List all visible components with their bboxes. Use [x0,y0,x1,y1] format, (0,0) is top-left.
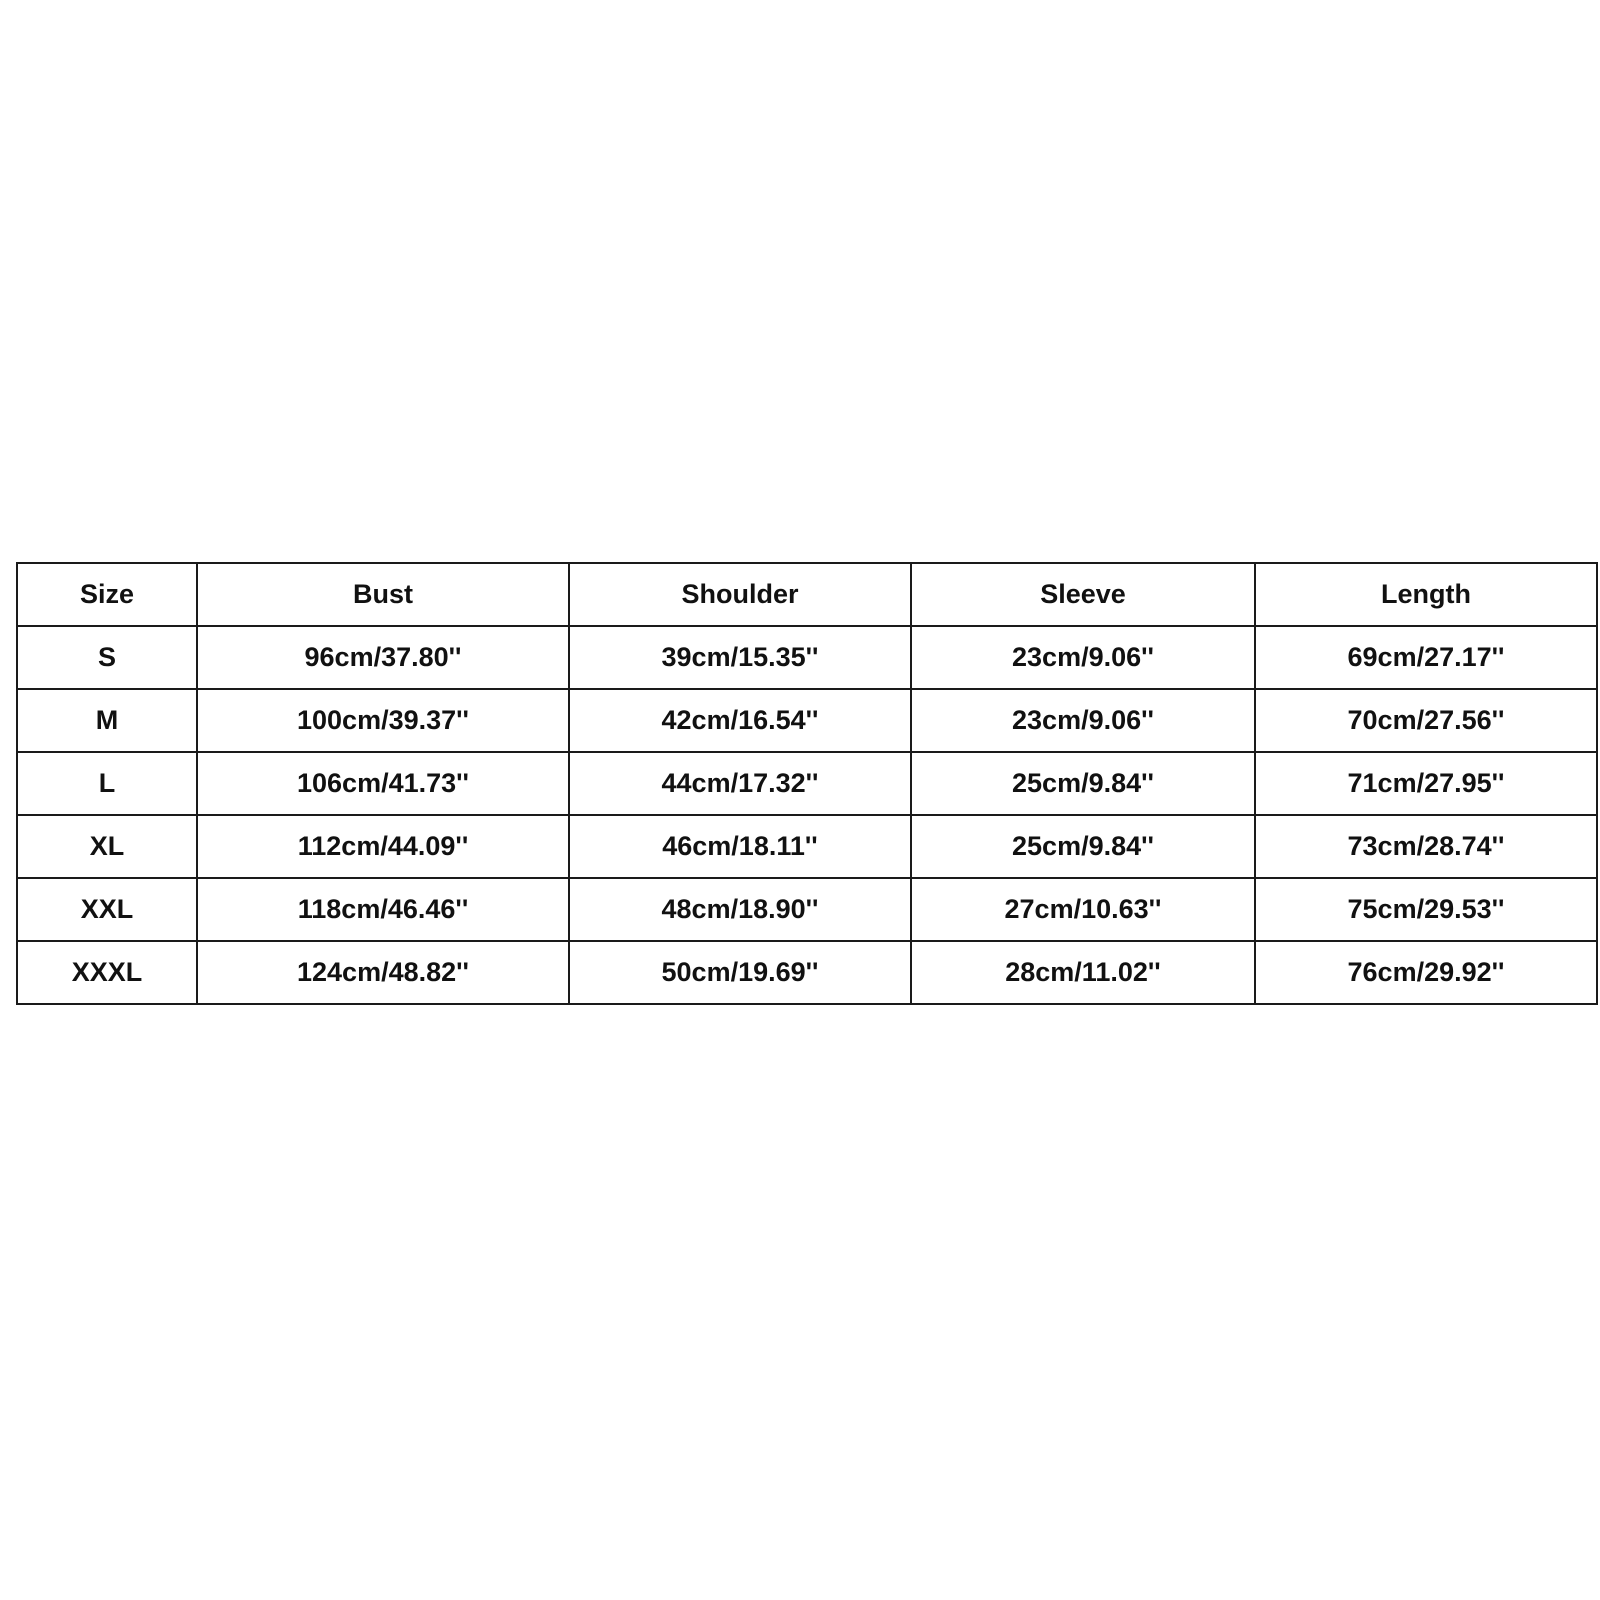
cell-length: 69cm/27.17'' [1255,626,1597,689]
cell-sleeve: 28cm/11.02'' [911,941,1255,1004]
table-row [17,626,1597,689]
cell-bust: 124cm/48.82'' [197,941,569,1004]
cell-bust: 112cm/44.09'' [197,815,569,878]
cell-size: XL [17,815,197,878]
header-shoulder: Shoulder [569,563,911,626]
table-row [17,689,1597,752]
cell-length: 75cm/29.53'' [1255,878,1597,941]
cell-size: M [17,689,197,752]
cell-length: 71cm/27.95'' [1255,752,1597,815]
cell-size: XXXL [17,941,197,1004]
cell-length: 70cm/27.56'' [1255,689,1597,752]
table-row [17,752,1597,815]
table-row [17,941,1597,1004]
size-chart [16,562,1596,1005]
cell-size: XXL [17,878,197,941]
cell-size: L [17,752,197,815]
cell-length: 73cm/28.74'' [1255,815,1597,878]
cell-shoulder: 48cm/18.90'' [569,878,911,941]
cell-sleeve: 27cm/10.63'' [911,878,1255,941]
table-row [17,815,1597,878]
cell-size: S [17,626,197,689]
cell-bust: 106cm/41.73'' [197,752,569,815]
header-length: Length [1255,563,1597,626]
cell-length: 76cm/29.92'' [1255,941,1597,1004]
cell-shoulder: 42cm/16.54'' [569,689,911,752]
cell-shoulder: 39cm/15.35'' [569,626,911,689]
cell-sleeve: 25cm/9.84'' [911,752,1255,815]
cell-bust: 96cm/37.80'' [197,626,569,689]
cell-bust: 100cm/39.37'' [197,689,569,752]
table-header-row [17,563,1597,626]
cell-shoulder: 44cm/17.32'' [569,752,911,815]
size-chart-table [16,562,1598,1005]
cell-sleeve: 25cm/9.84'' [911,815,1255,878]
header-size: Size [17,563,197,626]
cell-shoulder: 46cm/18.11'' [569,815,911,878]
cell-shoulder: 50cm/19.69'' [569,941,911,1004]
header-bust: Bust [197,563,569,626]
cell-sleeve: 23cm/9.06'' [911,689,1255,752]
header-sleeve: Sleeve [911,563,1255,626]
table-row [17,878,1597,941]
cell-bust: 118cm/46.46'' [197,878,569,941]
cell-sleeve: 23cm/9.06'' [911,626,1255,689]
